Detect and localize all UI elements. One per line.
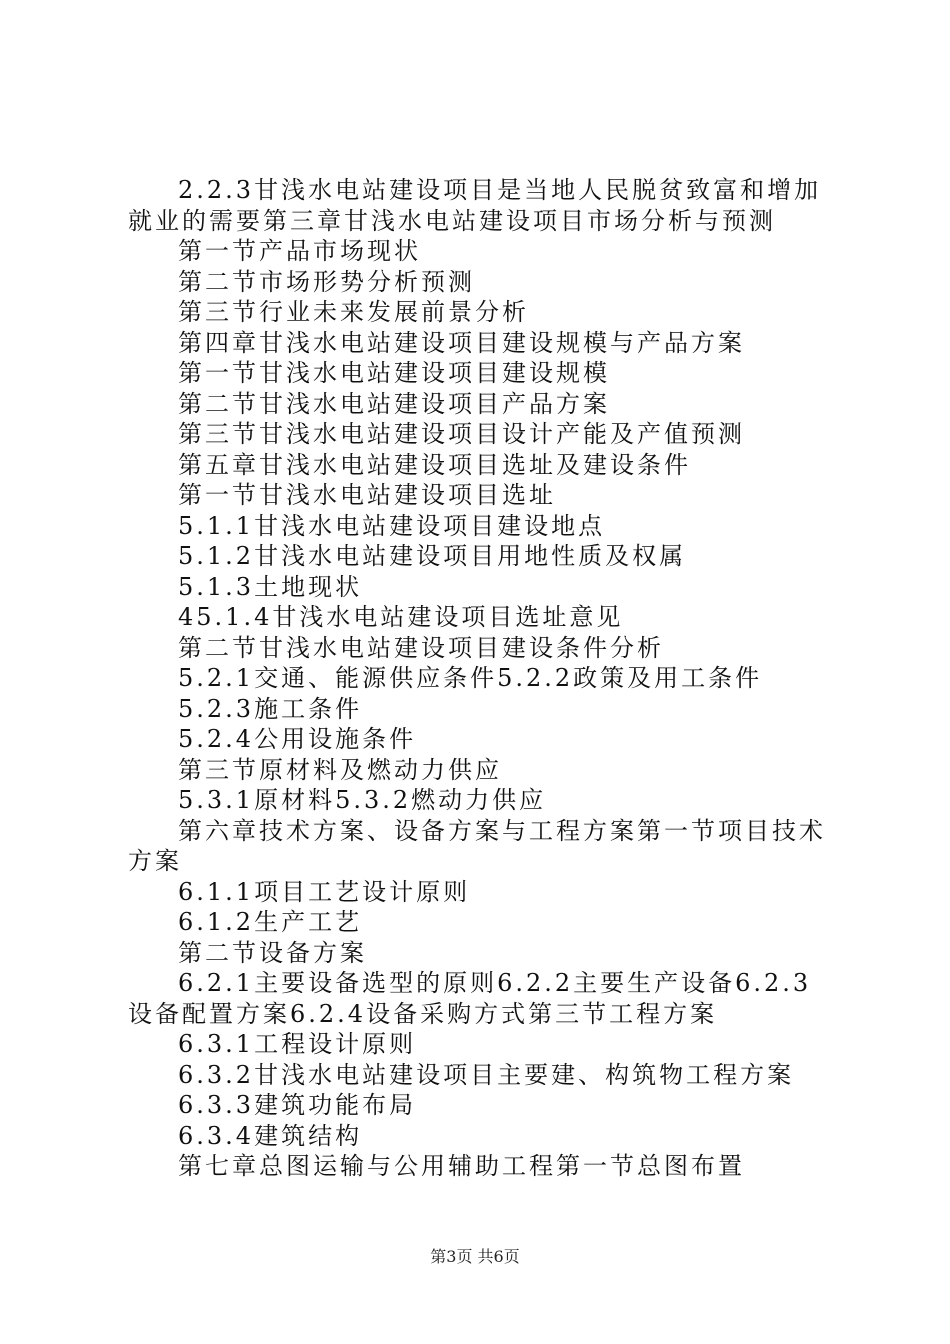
paragraph: 5.1.3土地现状 xyxy=(178,572,363,601)
document-body xyxy=(128,175,836,1182)
paragraph: 第六章技术方案、设备方案与工程方案第一节项目技术方案 xyxy=(128,816,826,875)
paragraph: 第三节行业未来发展前景分析 xyxy=(178,298,529,326)
paragraph: 5.1.1甘浅水电站建设项目建设地点 xyxy=(178,511,606,540)
paragraph: 第一节甘浅水电站建设项目选址 xyxy=(178,481,556,509)
paragraph: 6.2.1主要设备选型的原则6.2.2主要生产设备6.2.3设备配置方案6.2.4设备采购方式第三节工程方案 xyxy=(128,969,812,1028)
paragraph: 6.3.3建筑功能布局 xyxy=(178,1091,417,1119)
paragraph: 第一节甘浅水电站建设项目建设规模 xyxy=(178,359,610,387)
page-footer xyxy=(0,1244,950,1267)
paragraph: 第二节甘浅水电站建设项目产品方案 xyxy=(178,389,610,418)
paragraph: 5.2.4公用设施条件 xyxy=(178,725,417,753)
paragraph: 6.3.2甘浅水电站建设项目主要建、构筑物工程方案 xyxy=(178,1060,795,1089)
page-number-label: 第3页 共6页 xyxy=(430,1247,520,1266)
paragraph: 第一节产品市场现状 xyxy=(178,237,421,265)
paragraph: 第二节市场形势分析预测 xyxy=(178,267,475,296)
paragraph: 5.2.1交通、能源供应条件5.2.2政策及用工条件 xyxy=(178,664,763,692)
paragraph: 第二节甘浅水电站建设项目建设条件分析 xyxy=(178,633,664,662)
paragraph: 第二节设备方案 xyxy=(178,938,367,967)
paragraph: 5.2.3施工条件 xyxy=(178,694,363,723)
paragraph: 6.3.1工程设计原则 xyxy=(178,1030,417,1058)
paragraph: 2.2.3甘浅水电站建设项目是当地人民脱贫致富和增加就业的需要第三章甘浅水电站建设项目市场分析与预测 xyxy=(128,176,822,235)
paragraph: 第四章甘浅水电站建设项目建设规模与产品方案 xyxy=(178,328,745,357)
paragraph: 第三节原材料及燃动力供应 xyxy=(178,755,502,784)
paragraph: 第三节甘浅水电站建设项目设计产能及产值预测 xyxy=(178,420,745,448)
paragraph: 第五章甘浅水电站建设项目选址及建设条件 xyxy=(178,450,691,479)
paragraph: 第七章总图运输与公用辅助工程第一节总图布置 xyxy=(178,1152,745,1180)
paragraph: 6.3.4建筑结构 xyxy=(178,1121,363,1150)
paragraph: 6.1.2生产工艺 xyxy=(178,908,363,936)
paragraph: 5.1.2甘浅水电站建设项目用地性质及权属 xyxy=(178,542,687,570)
paragraph: 6.1.1项目工艺设计原则 xyxy=(178,877,471,906)
paragraph: 45.1.4甘浅水电站建设项目选址意见 xyxy=(178,603,624,631)
paragraph: 5.3.1原材料5.3.2燃动力供应 xyxy=(178,786,547,814)
